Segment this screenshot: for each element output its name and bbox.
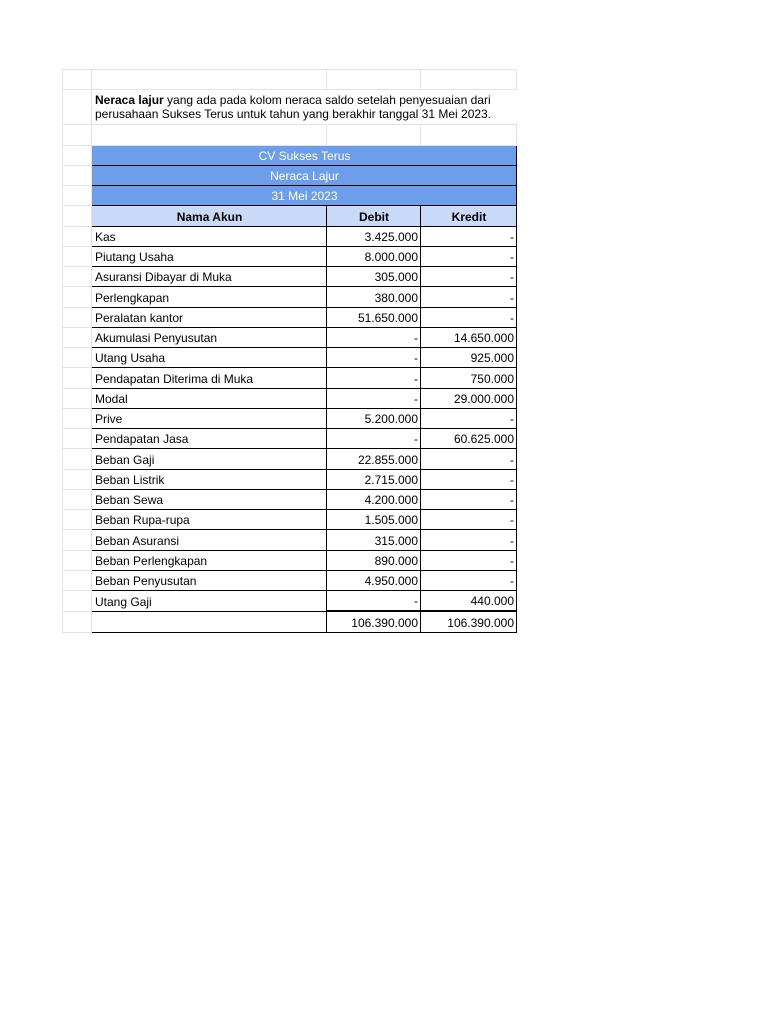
debit-cell[interactable]: 8.000.000 — [327, 246, 421, 266]
cell[interactable] — [63, 246, 92, 266]
cell[interactable] — [421, 125, 517, 145]
cell[interactable] — [63, 206, 92, 226]
cell[interactable] — [92, 70, 327, 90]
account-name-cell[interactable]: Peralatan kantor — [92, 307, 327, 327]
cell[interactable] — [63, 611, 92, 632]
total-debit-cell[interactable]: 106.390.000 — [327, 611, 421, 632]
account-name-cell[interactable]: Utang Gaji — [92, 591, 327, 612]
table-row — [63, 226, 517, 246]
account-name-cell[interactable]: Kas — [92, 226, 327, 246]
cell[interactable] — [63, 510, 92, 530]
account-name-cell[interactable]: Beban Listrik — [92, 469, 327, 489]
company-name[interactable]: CV Sukses Terus — [92, 145, 517, 165]
debit-cell[interactable]: - — [327, 327, 421, 347]
cell[interactable] — [63, 90, 92, 125]
debit-cell[interactable]: - — [327, 388, 421, 408]
cell[interactable] — [63, 165, 92, 185]
table-row — [63, 429, 517, 449]
intro-bold-text: Neraca lajur — [95, 93, 164, 108]
cell[interactable] — [63, 287, 92, 307]
debit-cell[interactable]: - — [327, 591, 421, 612]
debit-cell[interactable]: 305.000 — [327, 267, 421, 287]
cell[interactable] — [63, 570, 92, 590]
kredit-cell[interactable]: - — [421, 449, 517, 469]
intro-text-cell[interactable] — [92, 90, 517, 125]
kredit-cell[interactable]: - — [421, 246, 517, 266]
totals-row — [63, 611, 517, 632]
cell[interactable] — [63, 550, 92, 570]
cell[interactable] — [63, 348, 92, 368]
cell[interactable] — [63, 145, 92, 165]
account-name-cell[interactable]: Piutang Usaha — [92, 246, 327, 266]
column-header-kredit[interactable]: Kredit — [421, 206, 517, 226]
table-row — [63, 489, 517, 509]
cell[interactable] — [63, 530, 92, 550]
table-row — [63, 388, 517, 408]
cell[interactable] — [63, 186, 92, 206]
account-name-cell[interactable]: Beban Gaji — [92, 449, 327, 469]
table-row — [63, 570, 517, 590]
cell[interactable] — [92, 125, 327, 145]
intro-row — [63, 90, 517, 125]
account-name-cell[interactable]: Utang Usaha — [92, 348, 327, 368]
kredit-cell[interactable]: - — [421, 226, 517, 246]
report-date[interactable]: 31 Mei 2023 — [92, 186, 517, 206]
column-header-account[interactable]: Nama Akun — [92, 206, 327, 226]
debit-cell[interactable]: 4.200.000 — [327, 489, 421, 509]
account-name-cell[interactable]: Beban Perlengkapan — [92, 550, 327, 570]
cell[interactable] — [63, 368, 92, 388]
cell[interactable] — [63, 327, 92, 347]
kredit-cell[interactable]: - — [421, 307, 517, 327]
cell[interactable] — [421, 70, 517, 90]
account-name-cell[interactable]: Asuransi Dibayar di Muka — [92, 267, 327, 287]
kredit-cell[interactable]: 29.000.000 — [421, 388, 517, 408]
account-name-cell[interactable]: Beban Asuransi — [92, 530, 327, 550]
debit-cell[interactable]: - — [327, 348, 421, 368]
account-name-cell[interactable]: Beban Rupa-rupa — [92, 510, 327, 530]
debit-cell[interactable]: 3.425.000 — [327, 226, 421, 246]
debit-cell[interactable]: 2.715.000 — [327, 469, 421, 489]
cell[interactable] — [63, 70, 92, 90]
cell[interactable] — [327, 70, 421, 90]
kredit-cell[interactable]: - — [421, 550, 517, 570]
kredit-cell[interactable]: - — [421, 530, 517, 550]
account-name-cell[interactable]: Perlengkapan — [92, 287, 327, 307]
debit-cell[interactable]: 4.950.000 — [327, 570, 421, 590]
debit-cell[interactable]: - — [327, 429, 421, 449]
debit-cell[interactable]: 22.855.000 — [327, 449, 421, 469]
cell[interactable] — [63, 408, 92, 428]
cell[interactable] — [327, 125, 421, 145]
blank-row — [63, 70, 517, 90]
table-row — [63, 591, 517, 612]
table-row — [63, 408, 517, 428]
kredit-cell[interactable]: 925.000 — [421, 348, 517, 368]
table-row — [63, 287, 517, 307]
spreadsheet-grid — [62, 69, 517, 633]
debit-cell[interactable]: 5.200.000 — [327, 408, 421, 428]
debit-cell[interactable]: 1.505.000 — [327, 510, 421, 530]
report-header-row — [63, 165, 517, 185]
date-header-row — [63, 186, 517, 206]
kredit-cell[interactable]: - — [421, 469, 517, 489]
kredit-cell[interactable]: - — [421, 489, 517, 509]
worksheet-table — [62, 69, 517, 633]
report-title[interactable]: Neraca Lajur — [92, 165, 517, 185]
kredit-cell[interactable]: - — [421, 408, 517, 428]
table-row — [63, 510, 517, 530]
column-header-debit[interactable]: Debit — [327, 206, 421, 226]
kredit-cell[interactable]: 440.000 — [421, 591, 517, 612]
cell[interactable] — [63, 489, 92, 509]
kredit-cell[interactable]: - — [421, 287, 517, 307]
account-name-cell[interactable]: Beban Penyusutan — [92, 570, 327, 590]
table-row — [63, 530, 517, 550]
totals-label-cell[interactable] — [92, 611, 327, 632]
table-row — [63, 307, 517, 327]
cell[interactable] — [63, 307, 92, 327]
account-name-cell[interactable]: Prive — [92, 408, 327, 428]
table-row — [63, 246, 517, 266]
table-row — [63, 327, 517, 347]
table-row — [63, 267, 517, 287]
table-row — [63, 449, 517, 469]
debit-cell[interactable]: 315.000 — [327, 530, 421, 550]
debit-cell[interactable]: - — [327, 368, 421, 388]
table-row — [63, 550, 517, 570]
column-header-row — [63, 206, 517, 226]
table-row — [63, 348, 517, 368]
cell[interactable] — [63, 125, 92, 145]
cell[interactable] — [63, 226, 92, 246]
kredit-cell[interactable]: - — [421, 510, 517, 530]
cell[interactable] — [63, 591, 92, 612]
account-name-cell[interactable]: Pendapatan Diterima di Muka — [92, 368, 327, 388]
account-name-cell[interactable]: Akumulasi Penyusutan — [92, 327, 327, 347]
account-name-cell[interactable]: Beban Sewa — [92, 489, 327, 509]
debit-cell[interactable]: 51.650.000 — [327, 307, 421, 327]
cell[interactable] — [63, 267, 92, 287]
table-row — [63, 368, 517, 388]
debit-cell[interactable]: 890.000 — [327, 550, 421, 570]
total-kredit-cell[interactable]: 106.390.000 — [421, 611, 517, 632]
intro-body-text: yang ada pada kolom neraca saldo setelah penyesuaian dari perusahaan Sukses Terus untuk tahun yang berakhir tanggal 31 Mei 2023. — [95, 93, 492, 122]
kredit-cell[interactable]: - — [421, 570, 517, 590]
worksheet-body — [63, 70, 517, 633]
blank-row — [63, 125, 517, 145]
kredit-cell[interactable]: 14.650.000 — [421, 327, 517, 347]
cell[interactable] — [63, 429, 92, 449]
table-row — [63, 469, 517, 489]
debit-cell[interactable]: 380.000 — [327, 287, 421, 307]
kredit-cell[interactable]: 60.625.000 — [421, 429, 517, 449]
kredit-cell[interactable]: - — [421, 267, 517, 287]
kredit-cell[interactable]: 750.000 — [421, 368, 517, 388]
account-name-cell[interactable]: Pendapatan Jasa — [92, 429, 327, 449]
company-header-row — [63, 145, 517, 165]
cell[interactable] — [63, 469, 92, 489]
cell[interactable] — [63, 388, 92, 408]
cell[interactable] — [63, 449, 92, 469]
account-name-cell[interactable]: Modal — [92, 388, 327, 408]
